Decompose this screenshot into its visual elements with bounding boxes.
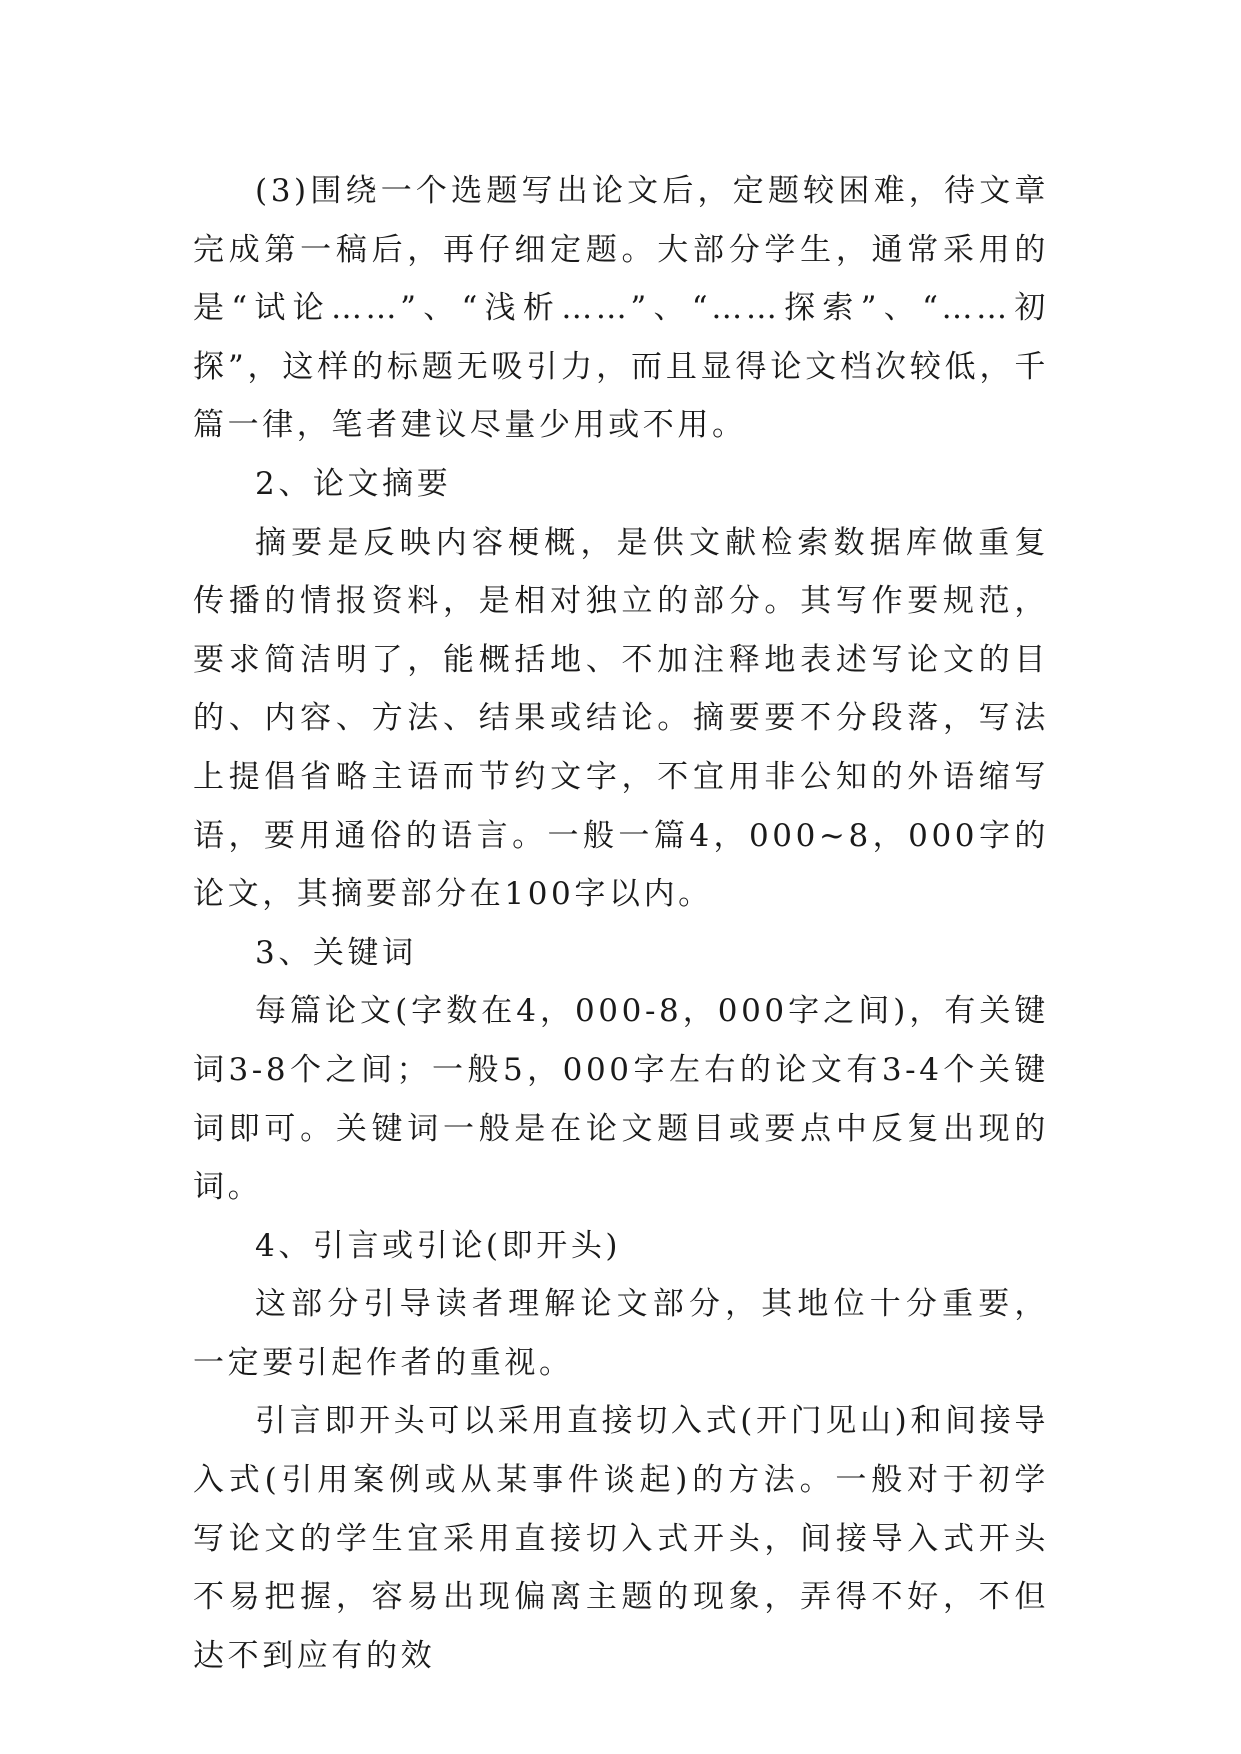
section-heading-keywords: 3、关键词 bbox=[255, 934, 417, 971]
paragraph-introduction-methods: 引言即开头可以采用直接切入式(开门见山)和间接导入式(引用案例或从某事件谈起)的方法。一般对于初学写论文的学生宜采用直接切入式开头，间接导入式开头不易把握，容易出现偏离主题的现象，弄得不好，不但达不到应有的效 bbox=[193, 1403, 1049, 1674]
section-heading-abstract: 2、论文摘要 bbox=[255, 465, 452, 502]
section-heading-introduction: 4、引言或引论(即开头) bbox=[255, 1227, 622, 1264]
paragraph-keywords: 每篇论文(字数在4，000-8，000字之间)，有关键词3-8个之间；一般5，000字左右的论文有3-4个关键词即可。关键词一般是在论文题目或要点中反复出现的词。 bbox=[193, 993, 1049, 1206]
paragraph-introduction-importance: 这部分引导读者理解论文部分，其地位十分重要，一定要引起作者的重视。 bbox=[193, 1286, 1049, 1381]
document-body bbox=[193, 162, 1049, 1685]
paragraph-abstract: 摘要是反映内容梗概，是供文献检索数据库做重复传播的情报资料，是相对独立的部分。其写作要规范，要求简洁明了，能概括地、不加注释地表述写论文的目的、内容、方法、结果或结论。摘要要不分段落，写法上提倡省略主语而节约文字，不宜用非公知的外语缩写语，要用通俗的语言。一般一篇4，000~8，000字的论文，其摘要部分在100字以内。 bbox=[193, 524, 1049, 913]
paragraph-title-selection-note: (3)围绕一个选题写出论文后，定题较困难，待文章完成第一稿后，再仔细定题。大部分学生，通常采用的是“试论……”、“浅析……”、“……探索”、“……初探”，这样的标题无吸引力，而且显得论文档次较低，千篇一律，笔者建议尽量少用或不用。 bbox=[193, 173, 1049, 444]
